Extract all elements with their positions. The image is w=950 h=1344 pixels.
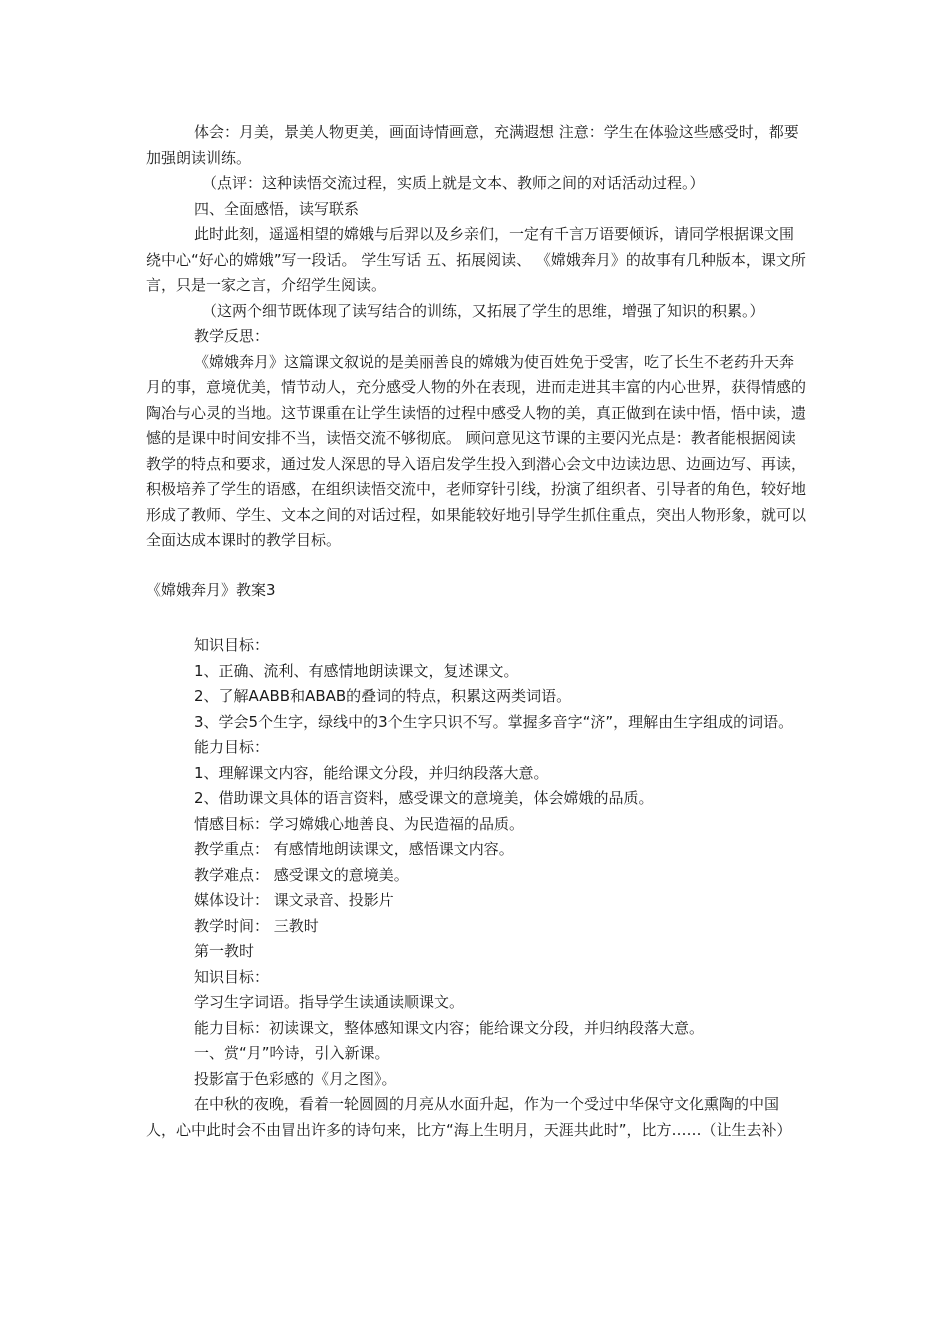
line-time: 教学时间： 三教时	[194, 916, 319, 935]
line-ability-goal-2: 能力目标：初读课文，整体感知课文内容；能给课文分段，并归纳段落大意。	[194, 1018, 705, 1037]
paragraph-reflection: 《嫦娥奔月》这篇课文叙说的是美丽善良的嫦娥为使百姓免于受害，吃了长生不老药升天奔月的事，意境优美，情节动人，充分感受人物的外在表现，进而走进其丰富的内心世界，获得情感的陶冶与心灵的当地。这节课重在让学生读悟的过程中感受人物的美，真正做到在读中悟，悟中读，遗憾的是课中时间安排不当，读悟交流不够彻底。 顾问意见这节课的主要闪光点是：教者能根据阅读教学的特点和要求，通过发人深思的导入语启发学生投入到潜心会文中边读边思、边画边写、再读，积极培养了学生的语感，在组织读悟交流中，老师穿针引线，扮演了组织者、引导者的角色，较好地形成了教师、学生、文本之间的对话过程，如果能较好地引导学生抓住重点，突出人物形象，就可以全面达成本课时的教学目标。	[146, 352, 807, 549]
line-media: 媒体设计： 课文录音、投影片	[194, 891, 394, 909]
line-knowledge-goal: 知识目标：	[194, 636, 270, 654]
line-lesson-1: 第一教时	[194, 942, 255, 960]
line-projection: 投影富于色彩感的《月之图》。	[194, 1069, 397, 1088]
line-difficulty: 教学难点： 感受课文的意境美。	[194, 865, 409, 884]
line-learn-words: 学习生字词语。指导学生读通读顺课文。	[194, 993, 465, 1011]
paragraph-mid-autumn: 在中秋的夜晚，看着一轮圆圆的月亮从水面升起，作为一个受过中华保守文化熏陶的中国人，心中此时会不由冒出许多的诗句来，比方“海上生明月，天涯共此时”，比方……（让生去补）	[146, 1095, 792, 1139]
paragraph-comment-1: （点评：这种读悟交流过程，实质上就是文本、教师之间的对话活动过程。）	[202, 174, 705, 192]
line-knowledge-1: 1、正确、流利、有感情地朗读课文，复述课文。	[194, 661, 519, 680]
line-ability-goal: 能力目标：	[194, 738, 270, 756]
section-heading-4: 四、全面感悟，读写联系	[194, 199, 360, 218]
line-ability-1: 1、理解课文内容，能给课文分段，并归纳段落大意。	[194, 763, 549, 782]
paragraph-writing: 此时此刻，遥遥相望的嫦娥与后羿以及乡亲们，一定有千言万语要倾诉，请同学根据课文围绕中心“好心的嫦娥”写一段话。 学生写话 五、拓展阅读、 《嫦娥奔月》的故事有几种版本，课文所言，只是一家之言，介绍学生阅读。	[146, 225, 806, 294]
line-key-point: 教学重点： 有感情地朗读课文，感悟课文内容。	[194, 840, 514, 858]
line-step-1: 一、赏“月”吟诗，引入新课。	[194, 1044, 390, 1062]
line-ability-2: 2、借助课文具体的语言资料，感受课文的意境美，体会嫦娥的品质。	[194, 789, 654, 807]
reflection-heading: 教学反思：	[194, 327, 270, 345]
section-title: 《嫦娥奔月》教案3	[146, 580, 276, 599]
document-body	[146, 120, 806, 1143]
line-knowledge-2: 2、了解AABB和ABAB的叠词的特点，积累这两类词语。	[194, 687, 572, 705]
line-knowledge-goal-2: 知识目标：	[194, 967, 270, 986]
paragraph-experience: 体会：月美，景美人物更美，画面诗情画意，充满遐想 注意：学生在体验这些感受时，都要加强朗读训练。	[146, 123, 799, 167]
paragraph-comment-2: （这两个细节既体现了读写结合的训练，又拓展了学生的思维，增强了知识的积累。）	[202, 301, 765, 320]
line-knowledge-3: 3、学会5个生字，绿线中的3个生字只识不写。掌握多音字“济”，理解由生字组成的词语。	[194, 712, 794, 731]
line-emotion-goal: 情感目标：学习嫦娥心地善良、为民造福的品质。	[194, 814, 525, 833]
